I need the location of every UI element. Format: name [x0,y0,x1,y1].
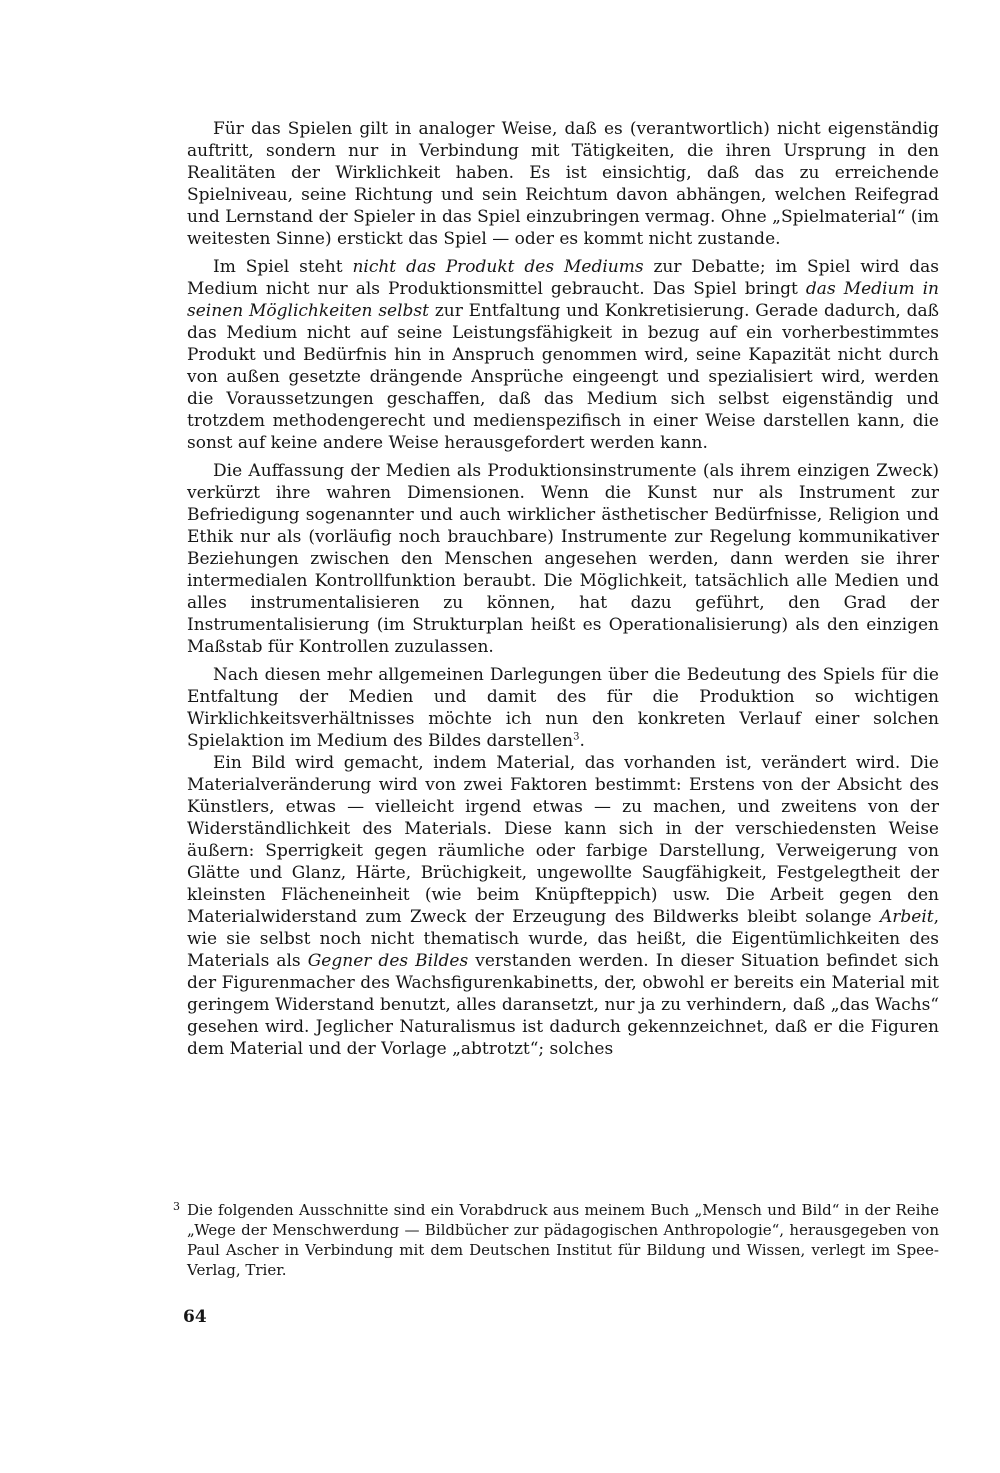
paragraph-5-text-a: Ein Bild wird gemacht, indem Material, das vorhanden ist, verändert wird. Die Materialveränderung wird von zwei Faktoren bestimmt: Erstens von der Absicht des Künstlers, etwas — vielleicht irgend etwas — zu machen, und zweitens von der Widerständlichkeit des Materials. Diese kann sich in der verschiedensten Weise äußern: Sperrigkeit gegen räumliche oder farbige Darstellung, Verweigerung von Glätte und Glanz, Härte, Brüchigkeit, ungewollte Saugfähigkeit, Festgelegtheit der kleinsten Flächeneinheit (wie beim Knüpfteppich) usw. Die Arbeit gegen den Materialwiderstand zum Zweck der Erzeugung des Bildwerks bleibt solange [187,753,939,927]
footnote-text: Die folgenden Ausschnitte sind ein Vorabdruck aus meinem Buch „Mensch und Bild“ in der Reihe „Wege der Menschwerdung — Bildbücher zur pädagogischen Anthropologie“, herausgegeben von Paul Ascher in Verbindung mit dem Deutschen Institut für Bildung und Wissen, verlegt im Spee-Verlag, Trier. [187,1201,939,1279]
footnote [173,1200,939,1280]
emphasis-medium-possibilities: das Medium in seinen Möglichkeiten selbst [187,279,939,321]
body-text [187,118,939,1060]
paragraph-2-text-b: zur Debatte; im Spiel wird das Medium nicht nur als Produktionsmittel gebraucht. Das Spiel bringt [187,257,940,299]
paragraph-2-text-c: zur Entfaltung und Konkretisierung. Gerade dadurch, daß das Medium nicht auf seine Leistungsfähigkeit in bezug auf ein vorherbestimmtes Produkt und Bedürfnis hin in Anspruch genommen wird, seine Kapazität nicht durch von außen gesetzte drängende Ansprüche eingeengt und spezialisiert wird, werden die Voraussetzungen geschaffen, daß das Medium sich selbst eigenständig und trotzdem methodengerecht und medienspezifisch in einer Weise darstellen kann, die sonst auf keine andere Weise herausgefordert werden kann. [187,301,940,453]
emphasis-gegner-des-bildes: Gegner des Bildes [307,951,469,971]
paragraph-5-text-c: verstanden werden. In dieser Situation befindet sich der Figurenmacher des Wachsfigurenkabinetts, der, obwohl er bereits ein Material mit geringem Widerstand benutzt, alles daransetzt, nur ja zu verhindern, daß „das Wachs“ gesehen wird. Jeglicher Naturalismus ist dadurch gekennzeichnet, daß er die Figuren dem Material und der Vorlage „abtrotzt“; solches [187,951,940,1059]
paragraph-3: Die Auffassung der Medien als Produktionsinstrumente (als ihrem einzigen Zweck) verkürzt ihre wahren Dimensionen. Wenn die Kunst nur als Instrument zur Befriedigung sogenannter und auch wirklicher ästhetischer Bedürfnisse, Religion und Ethik nur als (vorläufig noch brauchbare) Instrumente zur Regelung kommunikativer Beziehungen zwischen den Menschen angesehen werden, dann werden sie ihrer intermedialen Kontrollfunktion beraubt. Die Möglichkeit, tatsächlich alle Medien und alles instrumentalisieren zu können, hat dazu geführt, den Grad der Instrumentalisierung (im Strukturplan heißt es Operationalisierung) als den einzigen Maßstab für Kontrollen zuzulassen. [187,461,939,657]
emphasis-arbeit: Arbeit [879,907,934,927]
paragraph-5-text-b: , wie sie selbst noch nicht thematisch wurde, das heißt, die Eigentümlichkeiten des Materials als [187,907,939,971]
paragraph-4-text: Nach diesen mehr allgemeinen Darlegungen über die Bedeutung des Spiels für die Entfaltung der Medien und damit des für die Produktion so wichtigen Wirklichkeitsverhältnisses möchte ich nun den konkreten Verlauf einer solchen Spielaktion im Medium des Bildes darstellen [187,665,939,751]
paragraph-5 [187,752,939,1060]
paragraph-4 [187,664,939,752]
emphasis-product-of-medium: nicht das Produkt des Mediums [352,257,644,277]
footnote-marker: 3 [173,1200,180,1213]
page-number: 64 [183,1307,207,1327]
paragraph-2-text-a: Im Spiel steht [213,257,353,277]
paragraph-4-end: . [579,731,585,751]
paragraph-1: Für das Spielen gilt in analoger Weise, daß es (verantwortlich) nicht eigenständig auftritt, sondern nur in Verbindung mit Tätigkeiten, die ihren Ursprung in den Realitäten der Wirklichkeit haben. Es ist einsichtig, daß das zu erreichende Spielniveau, seine Richtung und sein Reichtum davon abhängen, welchen Reifegrad und Lernstand der Spieler in das Spiel einzubringen vermag. Ohne „Spielmaterial“ (im weitesten Sinne) erstickt das Spiel — oder es kommt nicht zustande. [187,119,939,249]
footnote-reference: 3 [573,731,580,743]
paragraph-2 [187,256,939,454]
